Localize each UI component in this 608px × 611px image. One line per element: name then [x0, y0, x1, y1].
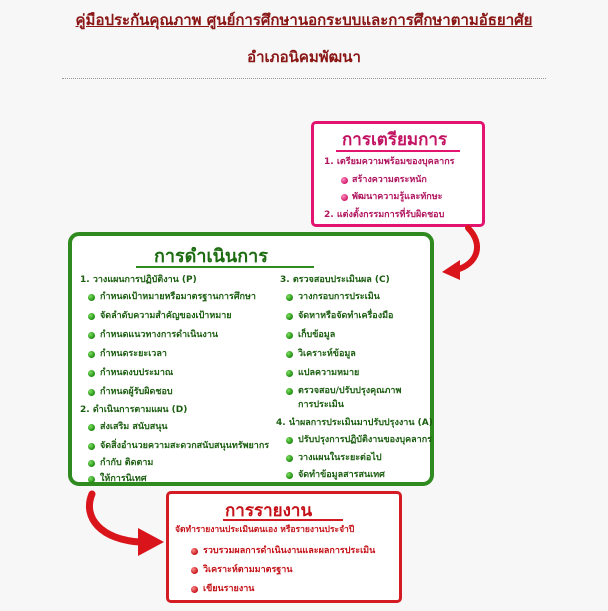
operation-title: การดำเนินการ: [154, 246, 268, 267]
bullet-icon: [286, 294, 293, 301]
check-item: เก็บข้อมูล: [298, 330, 336, 340]
check-item: วิเคราะห์ข้อมูล: [298, 349, 356, 359]
bullet-icon: [88, 460, 95, 467]
prep-item-1: 1. เตรียมความพร้อมของบุคลากร: [324, 157, 455, 167]
bullet-icon: [88, 389, 95, 396]
check-item: จัดหาหรือจัดทำเครื่องมือ: [298, 311, 394, 321]
plan-item: กำหนดแนวทางการดำเนินงาน: [100, 330, 219, 340]
bullet-icon: [341, 194, 348, 201]
bullet-icon: [286, 455, 293, 462]
do-item: ให้การนิเทศ: [100, 474, 147, 484]
reporting-item: รวบรวมผลการดำเนินงานและผลการประเมิน: [203, 546, 376, 556]
plan-item: กำหนดระยะเวลา: [100, 349, 167, 359]
plan-item: กำหนดเป้าหมายหรือมาตรฐานการศึกษา: [100, 292, 256, 302]
curved-arrow-op-to-report-icon: [80, 488, 172, 560]
operation-box: [68, 232, 434, 486]
bullet-icon: [286, 313, 293, 320]
document-title: คู่มือประกันคุณภาพ ศูนย์การศึกษานอกระบบและการศึกษาตามอัธยาศัย: [75, 11, 533, 29]
act-heading: 4. นำผลการประเมินมาปรับปรุงงาน (A): [276, 418, 433, 428]
check-item: ตรวจสอบ/ปรับปรุงคุณภาพ: [298, 386, 402, 396]
check-heading: 3. ตรวจสอบประเมินผล (C): [280, 275, 390, 285]
check-item: แปลความหมาย: [298, 368, 360, 378]
bullet-icon: [88, 332, 95, 339]
bullet-icon: [341, 177, 348, 184]
operation-title-underline: [136, 266, 314, 268]
bullet-icon: [191, 586, 198, 593]
plan-item: กำหนดงบประมาณ: [100, 368, 174, 378]
preparation-title: การเตรียมการ: [342, 130, 448, 150]
check-item: วางกรอบการประเมิน: [298, 292, 380, 302]
do-item: ส่งเสริม สนับสนุน: [100, 422, 168, 432]
bullet-icon: [88, 313, 95, 320]
do-heading: 2. ดำเนินการตามแผน (D): [80, 405, 188, 415]
bullet-icon: [286, 472, 293, 479]
act-item: วางแผนในระยะต่อไป: [298, 453, 382, 463]
bullet-icon: [286, 351, 293, 358]
prep-subitem-1: สร้างความตระหนัก: [352, 175, 427, 185]
bullet-icon: [88, 424, 95, 431]
reporting-item: เขียนรายงาน: [203, 584, 255, 594]
do-item: จัดสิ่งอำนวยความสะดวกสนับสนุนทรัพยากร: [100, 441, 270, 451]
preparation-box: [311, 121, 485, 227]
bullet-icon: [286, 370, 293, 377]
prep-item-2: 2. แต่งตั้งกรรมการที่รับผิดชอบ: [324, 210, 445, 220]
bullet-icon: [191, 548, 198, 555]
reporting-subtitle: จัดทำรายงานประเมินตนเอง หรือรายงานประจำปี: [175, 525, 355, 535]
bullet-icon: [88, 351, 95, 358]
check-item-cont: การประเมิน: [298, 400, 344, 410]
bullet-icon: [286, 332, 293, 339]
reporting-title: การรายงาน: [225, 501, 313, 521]
bullet-icon: [286, 437, 293, 444]
document-subtitle: อำเภอนิคมพัฒนา: [247, 48, 361, 66]
plan-item: กำหนดผู้รับผิดชอบ: [100, 387, 173, 397]
bullet-icon: [88, 476, 95, 483]
preparation-title-underline: [336, 150, 460, 152]
header-divider: [62, 78, 546, 79]
plan-item: จัดลำดับความสำคัญของเป้าหมาย: [100, 311, 232, 321]
act-item: ปรับปรุงการปฏิบัติงานของบุคลากร: [298, 435, 432, 445]
bullet-icon: [88, 370, 95, 377]
curved-arrow-prep-to-op-icon: [438, 222, 488, 284]
plan-heading: 1. วางแผนการปฏิบัติงาน (P): [80, 275, 197, 285]
do-item: กำกับ ติดตาม: [100, 458, 154, 468]
bullet-icon: [286, 388, 293, 395]
bullet-icon: [191, 567, 198, 574]
bullet-icon: [88, 443, 95, 450]
reporting-title-underline: [223, 519, 343, 521]
reporting-item: วิเคราะห์ตามมาตรฐาน: [203, 565, 293, 575]
act-item: จัดทำข้อมูลสารสนเทศ: [298, 470, 385, 480]
bullet-icon: [88, 294, 95, 301]
reporting-box: [166, 491, 402, 603]
prep-subitem-2: พัฒนาความรู้และทักษะ: [352, 192, 443, 202]
